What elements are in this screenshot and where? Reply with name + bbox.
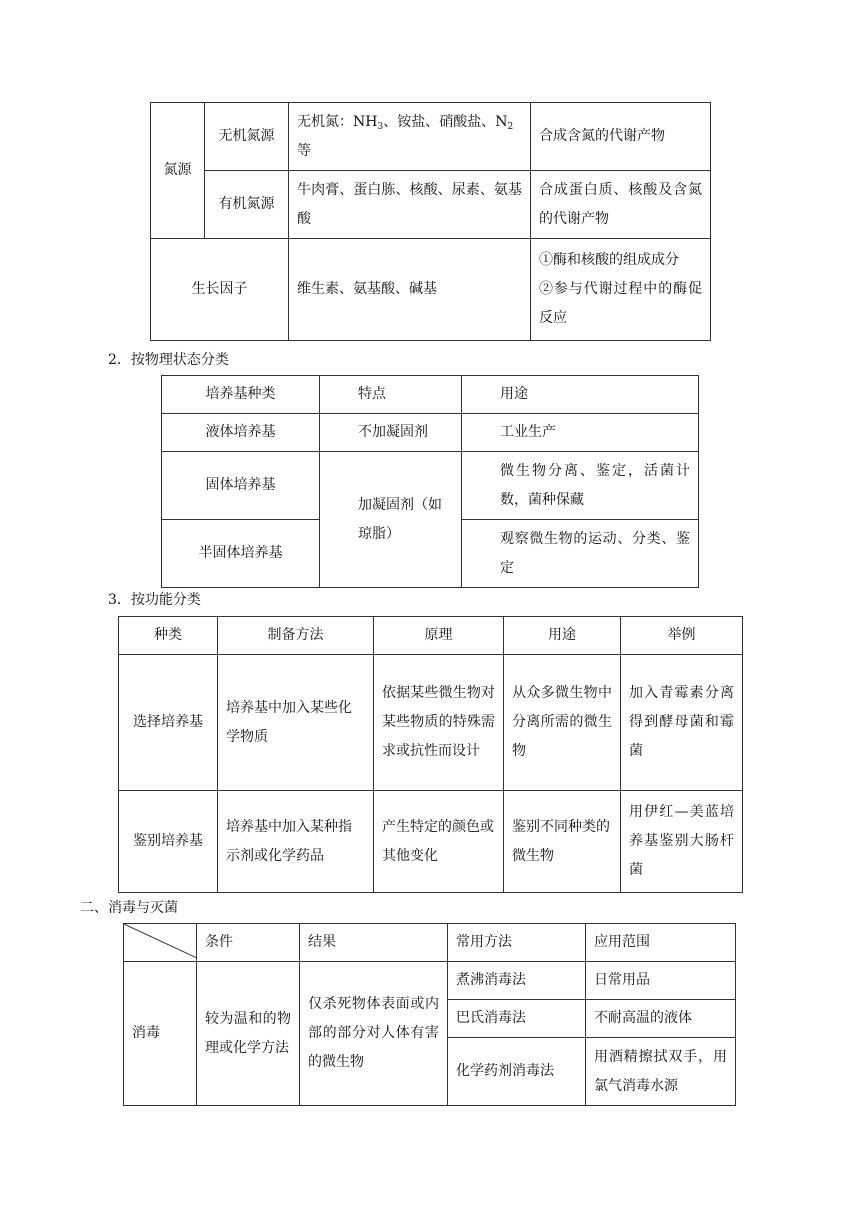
disinfection-label: 消毒	[124, 962, 197, 1106]
header-condition: 条件	[197, 924, 300, 962]
header-example: 举例	[621, 617, 743, 655]
header-medium-kind: 培养基种类	[162, 376, 320, 414]
header-kind: 种类	[119, 617, 218, 655]
organic-nitrogen-label: 有机氮源	[205, 171, 289, 239]
physical-state-table	[161, 375, 699, 588]
header-common-method: 常用方法	[448, 924, 586, 962]
organic-nitrogen-function: 合成蛋白质、核酸及含氮的代谢产物	[531, 171, 711, 239]
inorganic-nitrogen-examples: 无机氮：$NH_3$、铵盐、硝酸盐、$N_2$等	[289, 103, 531, 171]
header-use: 用途	[504, 617, 621, 655]
differential-medium-method: 培养基中加入某种指示剂或化学药品	[218, 791, 374, 893]
scope-pasteurization: 不耐高温的液体	[586, 1000, 736, 1038]
header-scope: 应用范围	[586, 924, 736, 962]
diagonal-line	[124, 924, 197, 958]
nitrogen-group-label: 氮源	[151, 103, 205, 239]
inorganic-nitrogen-function: 合成含氮的代谢产物	[531, 103, 711, 171]
header-result: 结果	[300, 924, 448, 962]
function-table	[118, 616, 743, 893]
solid-medium-use: 微生物分离、鉴定，活菌计数，菌种保藏	[462, 452, 699, 520]
selective-medium-method: 培养基中加入某些化学物质	[218, 655, 374, 791]
method-boiling: 煮沸消毒法	[448, 962, 586, 1000]
differential-medium-label: 鉴别培养基	[119, 791, 218, 893]
growth-factor-label: 生长因子	[151, 239, 289, 341]
header-method: 制备方法	[218, 617, 374, 655]
section-heading-disinfection: 二、消毒与灭菌	[80, 900, 178, 916]
disinfection-condition: 较为温和的物理或化学方法	[197, 962, 300, 1106]
diagonal-header-cell	[124, 924, 197, 962]
disinfection-table	[123, 923, 736, 1106]
selective-medium-principle: 依据某些微生物对某些物质的特殊需求或抗性而设计	[374, 655, 504, 791]
header-principle: 原理	[374, 617, 504, 655]
disinfection-result: 仅杀死物体表面或内部的部分对人体有害的微生物	[300, 962, 448, 1106]
header-use: 用途	[462, 376, 699, 414]
method-pasteurization: 巴氏消毒法	[448, 1000, 586, 1038]
selective-medium-example: 加入青霉素分离得到酵母菌和霉菌	[621, 655, 743, 791]
selective-medium-use: 从众多微生物中分离所需的微生物	[504, 655, 621, 791]
liquid-medium-label: 液体培养基	[162, 414, 320, 452]
section-heading-physical-state: 2．按物理状态分类	[108, 352, 229, 368]
header-feature: 特点	[320, 376, 462, 414]
differential-medium-example: 用伊红—美蓝培养基鉴别大肠杆菌	[621, 791, 743, 893]
liquid-medium-use: 工业生产	[462, 414, 699, 452]
growth-factor-function-1: ①酶和核酸的组成成分	[539, 252, 679, 268]
organic-nitrogen-examples: 牛肉膏、蛋白胨、核酸、尿素、氨基酸	[289, 171, 531, 239]
growth-factor-examples: 维生素、氨基酸、碱基	[289, 239, 531, 341]
liquid-medium-feature: 不加凝固剂	[320, 414, 462, 452]
semisolid-medium-use: 观察微生物的运动、分类、鉴定	[462, 520, 699, 588]
selective-medium-label: 选择培养基	[119, 655, 218, 791]
semisolid-medium-label: 半固体培养基	[162, 520, 320, 588]
differential-medium-principle: 产生特定的颜色或其他变化	[374, 791, 504, 893]
growth-factor-function	[531, 239, 711, 341]
scope-chemical: 用酒精擦拭双手，用氯气消毒水源	[586, 1038, 736, 1106]
solid-medium-label: 固体培养基	[162, 452, 320, 520]
nitrogen-source-table	[150, 102, 711, 341]
method-chemical: 化学药剂消毒法	[448, 1038, 586, 1106]
inorganic-nitrogen-label: 无机氮源	[205, 103, 289, 171]
merged-feature-coagulant: 加凝固剂（如琼脂）	[320, 452, 462, 588]
differential-medium-use: 鉴别不同种类的微生物	[504, 791, 621, 893]
scope-boiling: 日常用品	[586, 962, 736, 1000]
growth-factor-function-2: ②参与代谢过程中的酶促反应	[539, 281, 702, 326]
section-heading-function: 3．按功能分类	[108, 592, 201, 608]
